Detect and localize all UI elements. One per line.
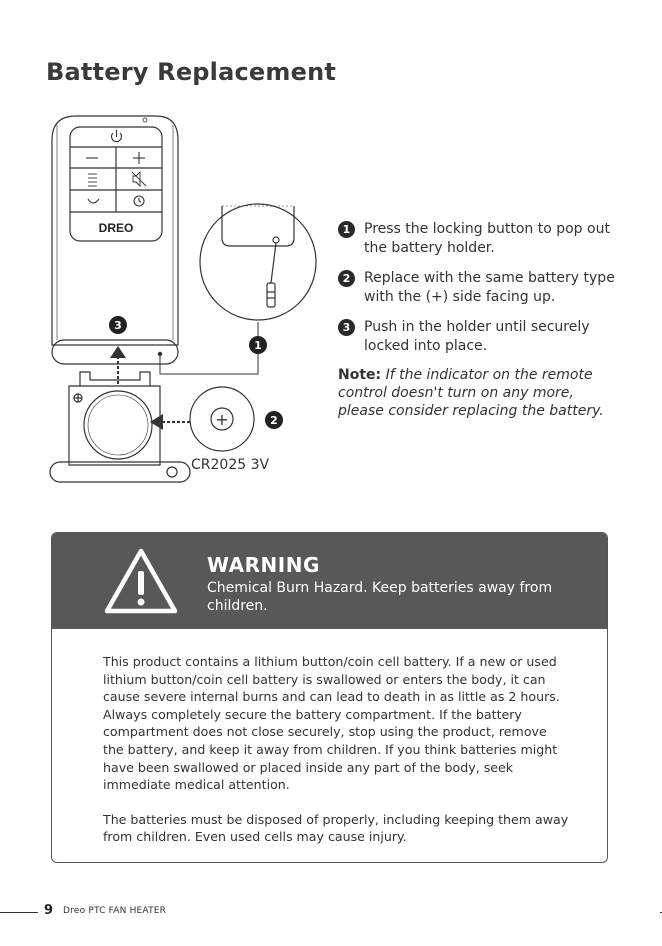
- footer-rule: [0, 912, 38, 913]
- step-number: 3: [338, 319, 355, 336]
- note-text: If the indicator on the remote control doesn't turn on any more, please consider replacing the battery.: [338, 367, 604, 419]
- svg-text:2: 2: [270, 414, 278, 427]
- note-label: Note:: [338, 367, 382, 383]
- step-2: [338, 269, 618, 307]
- svg-text:1: 1: [254, 339, 262, 352]
- warning-subtitle: Chemical Burn Hazard. Keep batteries away from children.: [207, 580, 553, 614]
- timer-clock-icon: [134, 196, 144, 206]
- page-title: Battery Replacement: [46, 58, 337, 86]
- warning-box: [51, 532, 608, 863]
- step-1: [338, 220, 618, 258]
- callout-2-badge: [265, 411, 283, 429]
- battery-type-label: CR2025 3V: [191, 457, 270, 473]
- step-number: 1: [338, 221, 355, 238]
- plus-icon: [133, 152, 145, 164]
- battery-plus-symbol: +: [215, 410, 229, 429]
- battery-replacement-diagram: [0, 100, 330, 490]
- remote-logo: DREO: [98, 221, 134, 235]
- push-up-arrow-icon: [110, 346, 126, 384]
- svg-text:3: 3: [114, 319, 122, 332]
- insert-arrow-icon: [150, 414, 190, 430]
- mute-icon: [132, 172, 146, 186]
- warning-header: [52, 533, 607, 629]
- instruction-steps: [338, 220, 618, 367]
- step-text: Replace with the same battery type with the (+) side facing up.: [364, 270, 615, 305]
- page-number: 9: [44, 903, 54, 918]
- step-number: 2: [338, 270, 355, 287]
- callout-1-line: [160, 322, 258, 374]
- locking-button: [158, 352, 162, 356]
- callout-1-badge: [249, 336, 267, 354]
- note: [338, 366, 618, 420]
- warning-triangle-icon: [101, 545, 181, 617]
- warning-body: [103, 653, 569, 863]
- step-text: Push in the holder until securely locked into place.: [364, 319, 590, 354]
- power-icon: [112, 130, 122, 142]
- menu-list-icon: [88, 174, 97, 186]
- battery-holder-tray: [50, 372, 190, 482]
- step-3: [338, 318, 618, 356]
- warning-title: WARNING: [207, 553, 320, 577]
- warning-paragraph: The batteries must be disposed of properly, including keeping them away from children. Even used cells may cause injury.: [103, 811, 569, 845]
- page-footer: [0, 902, 662, 922]
- sleep-moon-icon: [88, 199, 99, 203]
- magnified-detail: [200, 204, 316, 320]
- footer-text: Dreo PTC FAN HEATER: [63, 906, 167, 916]
- step-text: Press the locking button to pop out the battery holder.: [364, 221, 610, 256]
- warning-paragraph: This product contains a lithium button/coin cell battery. If a new or used lithium button/coin cell battery is swallowed or enters the body, it can cause severe internal burns and can lead to death in as little as 2 hours. Always completely secure the battery compartment. If the battery compartment does not close securely, stop using the product, remove the battery, and keep it away from children. If you think batteries might have been swallowed or placed inside any part of the body, seek immediate medical attention.: [103, 654, 560, 793]
- callout-3-badge: [109, 316, 127, 334]
